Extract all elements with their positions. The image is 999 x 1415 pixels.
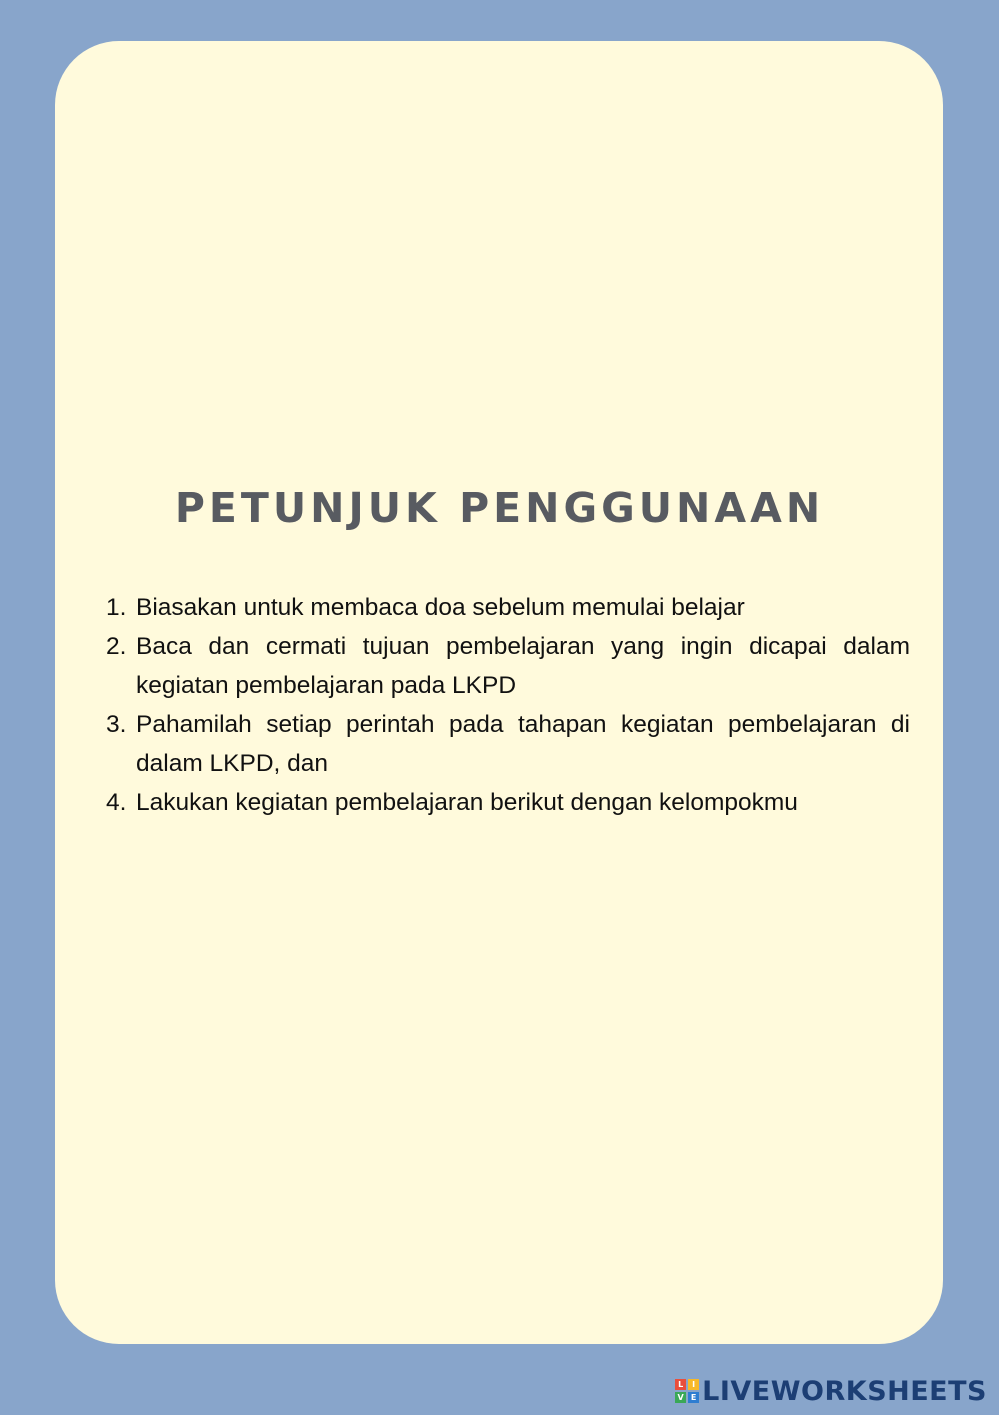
- item-text: Biasakan untuk membaca doa sebelum memulai belajar: [136, 594, 745, 621]
- logo-block-l: L: [675, 1379, 686, 1390]
- page-title: PETUNJUK PENGGUNAAN: [174, 484, 825, 532]
- item-text: Pahamilah setiap perintah pada tahapan kegiatan pembelajaran di dalam LKPD, dan: [136, 711, 910, 777]
- logo-block-i: I: [688, 1379, 699, 1390]
- brand-name: LIVEWORKSHEETS: [702, 1375, 987, 1407]
- list-item: [106, 783, 910, 822]
- item-text: Lakukan kegiatan pembelajaran berikut dengan kelompokmu: [136, 789, 798, 816]
- instruction-list: [106, 588, 910, 822]
- item-number: 4.: [106, 789, 127, 816]
- logo-block-e: E: [688, 1392, 699, 1403]
- item-text: Baca dan cermati tujuan pembelajaran yang ingin dicapai dalam kegiatan pembelajaran pada LKPD: [136, 633, 910, 699]
- item-number: 2.: [106, 633, 127, 660]
- list-item: [106, 588, 910, 627]
- item-number: 1.: [106, 594, 127, 621]
- liveworksheets-watermark: [675, 1376, 987, 1406]
- item-number: 3.: [106, 711, 127, 738]
- logo-block-v: V: [675, 1392, 686, 1403]
- list-item: [106, 627, 910, 705]
- list-item: [106, 705, 910, 783]
- liveworksheets-logo-icon: [675, 1379, 699, 1403]
